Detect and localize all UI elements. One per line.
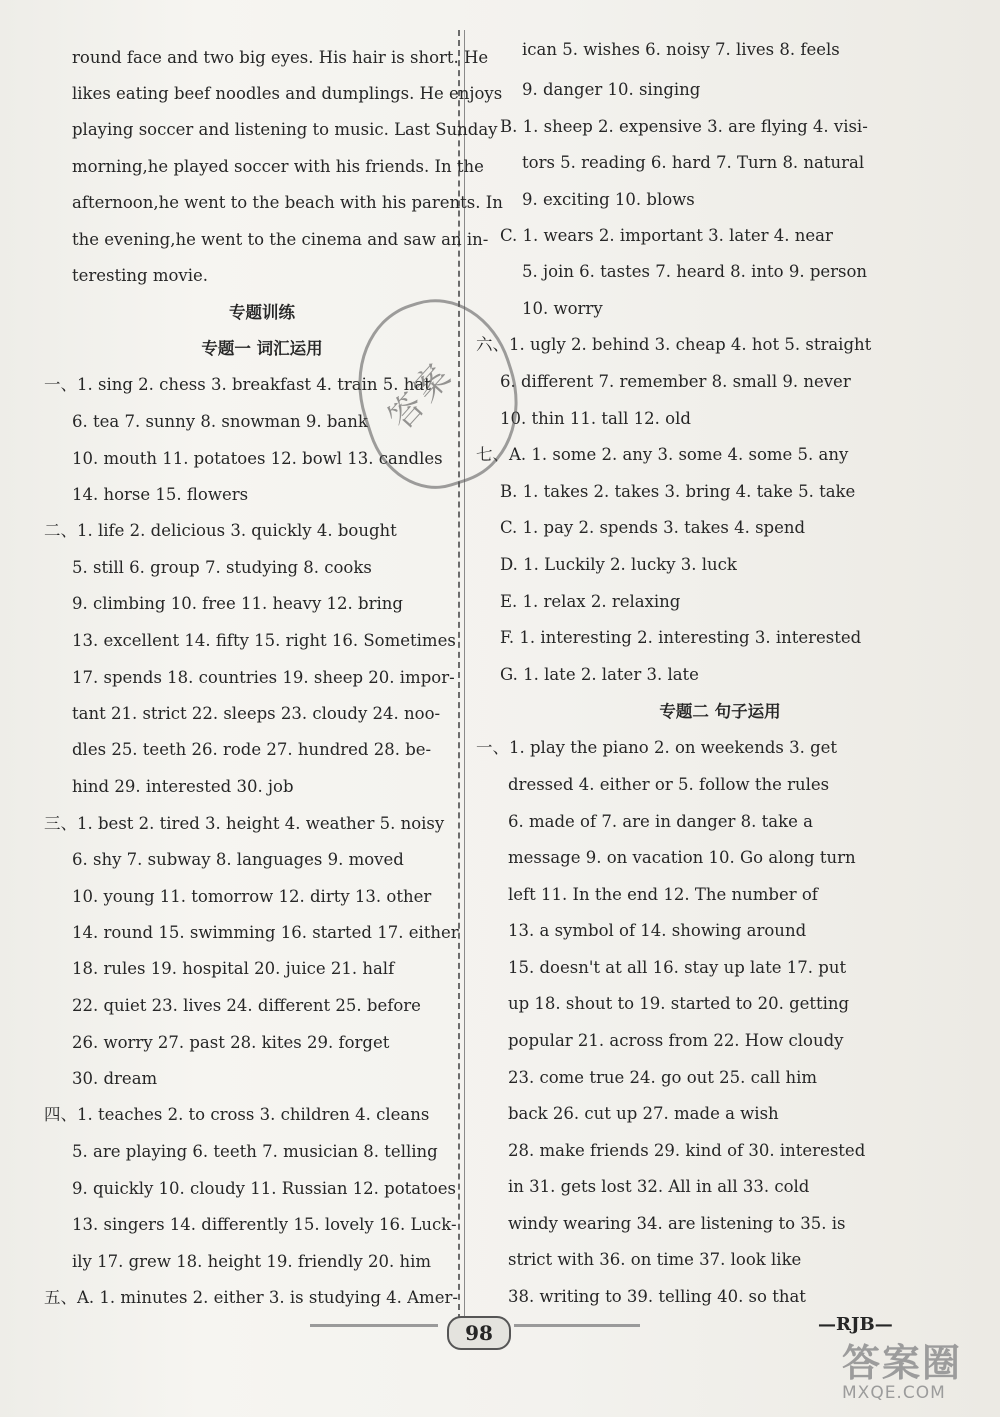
answer-line: 13. excellent 14. fifty 15. right 16. Sometimes (72, 631, 456, 650)
answer-line: 9. climbing 10. free 11. heavy 12. bring (72, 594, 403, 613)
topic-heading: 专题二 句子运用 (659, 702, 781, 721)
answer-line: 18. rules 19. hospital 20. juice 21. half (72, 959, 395, 978)
answer-line: B. 1. sheep 2. expensive 3. are flying 4. visi- (500, 117, 868, 136)
answer-line: 13. singers 14. differently 15. lovely 16. Luck- (72, 1215, 457, 1234)
answer-line: 17. spends 18. countries 19. sheep 20. impor- (72, 668, 455, 687)
answer-line: 6. shy 7. subway 8. languages 9. moved (72, 850, 404, 869)
answer-line: ily 17. grew 18. height 19. friendly 20. him (72, 1252, 431, 1271)
site-logo-text: 答案圈 (842, 1341, 963, 1385)
answer-line: C. 1. wears 2. important 3. later 4. near (500, 226, 833, 245)
answer-line: 5. still 6. group 7. studying 8. cooks (72, 558, 372, 577)
answer-line: G. 1. late 2. later 3. late (500, 665, 699, 684)
answer-line: 5. join 6. tastes 7. heard 8. into 9. person (522, 262, 868, 281)
answer-line: dles 25. teeth 26. rode 27. hundred 28. be- (72, 740, 432, 759)
answer-line: 10. mouth 11. potatoes 12. bowl 13. candles (72, 449, 443, 468)
answer-line: 六、1. ugly 2. behind 3. cheap 4. hot 5. straight (476, 335, 872, 354)
answer-line: 14. horse 15. flowers (72, 485, 249, 504)
answer-line: 13. a symbol of 14. showing around (508, 921, 807, 940)
site-logo-url: MXQE.COM (842, 1383, 946, 1403)
footer-rule-right (514, 1324, 640, 1327)
answer-line: 一、1. sing 2. chess 3. breakfast 4. train 5. hat (44, 375, 431, 394)
answer-line: 26. worry 27. past 28. kites 29. forget (72, 1033, 390, 1052)
answer-line: in 31. gets lost 32. All in all 33. cold (508, 1177, 810, 1196)
answer-line: 9. quickly 10. cloudy 11. Russian 12. potatoes (72, 1179, 456, 1198)
answer-line: 6. made of 7. are in danger 8. take a (508, 812, 813, 831)
answer-line: tant 21. strict 22. sleeps 23. cloudy 24. noo- (72, 704, 441, 723)
binding-fold-line (458, 30, 474, 1330)
answer-line: dressed 4. either or 5. follow the rules (508, 775, 830, 794)
answer-line: 一、1. play the piano 2. on weekends 3. get (476, 738, 838, 757)
answer-line: 五、A. 1. minutes 2. either 3. is studying 4. Amer- (44, 1288, 458, 1307)
answer-line: tors 5. reading 6. hard 7. Turn 8. natural (522, 153, 865, 172)
answer-line: 9. danger 10. singing (522, 80, 701, 99)
text-line: morning,he played soccer with his friends. In the (72, 157, 484, 176)
text-line: likes eating beef noodles and dumplings. He enjoys (72, 84, 503, 103)
answer-line: back 26. cut up 27. made a wish (508, 1104, 779, 1123)
answer-line: 38. writing to 39. telling 40. so that (508, 1287, 806, 1306)
answer-line: 七、A. 1. some 2. any 3. some 4. some 5. any (476, 445, 849, 464)
text-line: afternoon,he went to the beach with his parents. In (72, 193, 503, 212)
answer-line: message 9. on vacation 10. Go along turn (508, 848, 856, 867)
answer-line: up 18. shout to 19. started to 20. getting (508, 994, 850, 1013)
answer-line: popular 21. across from 22. How cloudy (508, 1031, 844, 1050)
answer-line: 9. exciting 10. blows (522, 190, 695, 209)
text-line: the evening,he went to the cinema and saw an in- (72, 230, 489, 249)
answer-line: left 11. In the end 12. The number of (508, 885, 818, 904)
answer-line: D. 1. Luckily 2. lucky 3. luck (500, 555, 737, 574)
answer-line: windy wearing 34. are listening to 35. is (508, 1214, 846, 1233)
answer-line: 6. different 7. remember 8. small 9. never (500, 372, 851, 391)
site-logo (842, 1332, 992, 1412)
answer-line: E. 1. relax 2. relaxing (500, 592, 681, 611)
answer-line: 四、1. teaches 2. to cross 3. children 4. cleans (44, 1105, 430, 1124)
answer-line: 30. dream (72, 1069, 158, 1088)
answer-line: F. 1. interesting 2. interesting 3. interested (500, 628, 862, 647)
answer-line: B. 1. takes 2. takes 3. bring 4. take 5. take (500, 482, 856, 501)
watermark-stamp-text: 答案 (380, 354, 462, 438)
answer-line: 14. round 15. swimming 16. started 17. either (72, 923, 459, 942)
answer-line: C. 1. pay 2. spends 3. takes 4. spend (500, 518, 806, 537)
answer-line: 三、1. best 2. tired 3. height 4. weather 5. noisy (44, 814, 445, 833)
answer-line: 10. thin 11. tall 12. old (500, 409, 691, 428)
topic-heading: 专题一 词汇运用 (201, 339, 323, 358)
answer-line: 10. young 11. tomorrow 12. dirty 13. other (72, 887, 432, 906)
answer-line: hind 29. interested 30. job (72, 777, 294, 796)
footer-rule-left (310, 1324, 438, 1327)
answer-line: 22. quiet 23. lives 24. different 25. before (72, 996, 421, 1015)
answer-line: 23. come true 24. go out 25. call him (508, 1068, 818, 1087)
text-line: round face and two big eyes. His hair is short. He (72, 48, 489, 67)
answer-line: ican 5. wishes 6. noisy 7. lives 8. feels (522, 40, 840, 59)
answer-line: 6. tea 7. sunny 8. snowman 9. bank (72, 412, 368, 431)
answer-line: 5. are playing 6. teeth 7. musician 8. telling (72, 1142, 438, 1161)
answer-line: strict with 36. on time 37. look like (508, 1250, 802, 1269)
text-line: playing soccer and listening to music. Last Sunday (72, 120, 498, 139)
answer-line: 二、1. life 2. delicious 3. quickly 4. bought (44, 521, 397, 540)
answer-line: 28. make friends 29. kind of 30. interested (508, 1141, 866, 1160)
section-heading: 专题训练 (229, 303, 295, 322)
answer-line: 15. doesn't at all 16. stay up late 17. put (508, 958, 847, 977)
page-number: 98 (447, 1316, 511, 1350)
text-line: teresting movie. (72, 266, 209, 285)
answer-line: 10. worry (522, 299, 603, 318)
edition-code: —RJB— (818, 1314, 893, 1335)
